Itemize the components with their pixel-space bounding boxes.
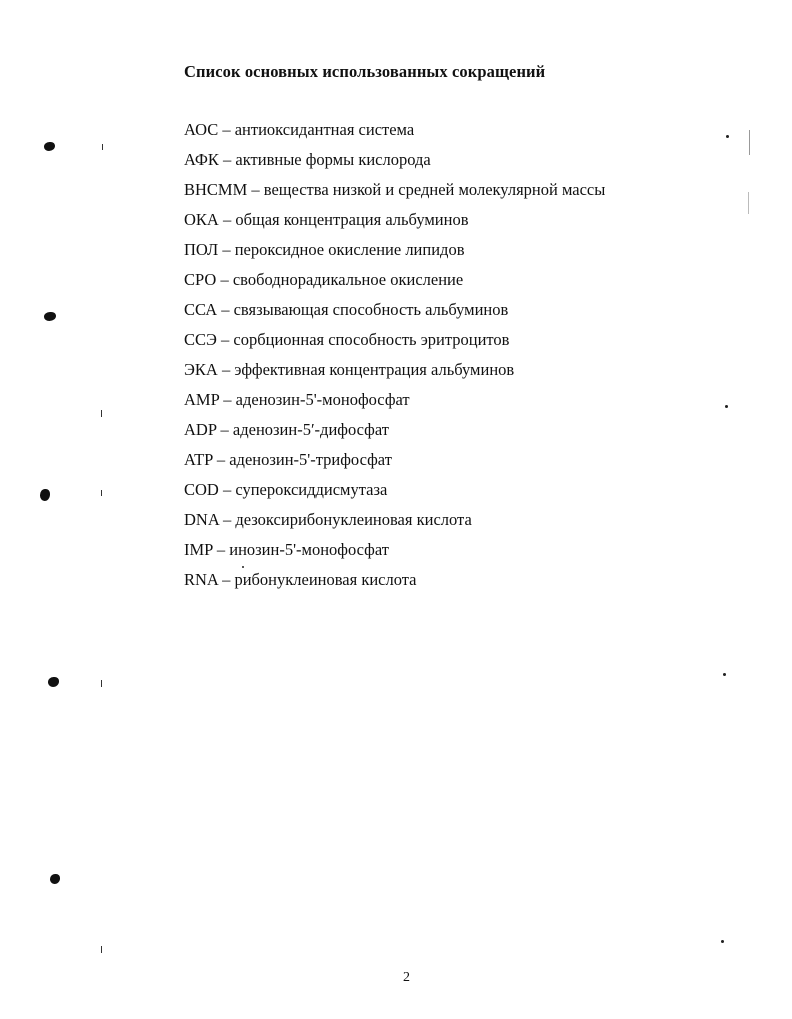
abbreviation-definition: дезоксирибонуклеиновая кислота xyxy=(235,510,472,529)
list-item xyxy=(184,390,605,420)
binder-hole-mark xyxy=(48,677,59,687)
abbreviation-term: ВНСММ xyxy=(184,180,248,199)
scan-artifact xyxy=(749,130,750,155)
separator: – xyxy=(218,480,236,499)
separator: – xyxy=(218,510,236,529)
list-item xyxy=(184,150,605,180)
list-item xyxy=(184,420,605,450)
list-item xyxy=(184,210,605,240)
list-item xyxy=(184,570,605,600)
list-item xyxy=(184,270,605,300)
list-item xyxy=(184,510,605,540)
abbreviation-definition: свободнорадикальное окисление xyxy=(232,270,464,289)
abbreviation-term: RNA xyxy=(184,570,218,589)
abbreviation-definition: активные формы кислорода xyxy=(235,150,431,169)
abbreviation-term: ADP xyxy=(184,420,217,439)
abbreviation-definition: пероксидное окисление липидов xyxy=(234,240,465,259)
list-item xyxy=(184,330,605,360)
page-number: 2 xyxy=(403,970,410,985)
binder-hole-mark xyxy=(40,489,50,501)
scan-artifact xyxy=(748,192,749,214)
abbreviation-term: ATP xyxy=(184,450,213,469)
list-item xyxy=(184,120,605,150)
separator: – xyxy=(218,150,236,169)
separator: – xyxy=(218,240,235,259)
list-item xyxy=(184,480,605,510)
abbreviation-term: AMP xyxy=(184,390,220,409)
abbreviation-definition: связывающая способность альбуминов xyxy=(233,300,509,319)
list-item xyxy=(184,300,605,330)
abbreviation-definition: инозин-5'-монофосфат xyxy=(229,540,389,559)
abbreviation-definition: антиоксидантная система xyxy=(234,120,415,139)
abbreviation-term: ССА xyxy=(184,300,218,319)
binder-hole-mark xyxy=(44,142,55,151)
separator: – xyxy=(218,210,236,229)
separator: – xyxy=(212,450,230,469)
abbreviation-term: СРО xyxy=(184,270,217,289)
abbreviation-definition: аденозин-5′-дифосфат xyxy=(232,420,389,439)
abbreviation-term: ЭКА xyxy=(184,360,218,379)
abbreviation-definition: аденозин-5'-трифосфат xyxy=(229,450,392,469)
list-item xyxy=(184,540,605,570)
abbreviation-definition: аденозин-5'-монофосфат xyxy=(235,390,410,409)
scan-artifact xyxy=(723,673,726,676)
scan-artifact xyxy=(725,405,728,408)
list-item xyxy=(184,450,605,480)
abbreviation-term: COD xyxy=(184,480,219,499)
binder-hole-mark xyxy=(50,874,60,884)
abbreviation-definition: общая концентрация альбуминов xyxy=(235,210,469,229)
abbreviation-definition: рибонуклеиновая кислота xyxy=(234,570,417,589)
abbreviation-term: DNA xyxy=(184,510,219,529)
binder-hole-mark xyxy=(44,312,56,321)
separator: – xyxy=(216,330,234,349)
scan-artifact xyxy=(101,680,102,687)
scan-artifact xyxy=(726,135,729,138)
abbreviation-term: АОС xyxy=(184,120,219,139)
separator: – xyxy=(216,270,233,289)
abbreviation-list xyxy=(184,120,605,600)
scan-artifact xyxy=(102,144,103,150)
scan-artifact xyxy=(721,940,724,943)
abbreviation-term: IMP xyxy=(184,540,213,559)
scan-artifact xyxy=(101,490,102,496)
page-title: Список основных использованных сокращений xyxy=(184,62,546,81)
list-item xyxy=(184,360,605,390)
separator: – xyxy=(212,540,230,559)
separator: – xyxy=(219,390,236,409)
abbreviation-term: АФК xyxy=(184,150,219,169)
abbreviation-definition: вещества низкой и средней молекулярной массы xyxy=(263,180,606,199)
separator: – xyxy=(217,300,234,319)
separator: – xyxy=(247,180,264,199)
scan-artifact xyxy=(242,566,244,568)
separator: – xyxy=(216,420,233,439)
separator: – xyxy=(218,120,235,139)
abbreviation-term: ПОЛ xyxy=(184,240,219,259)
abbreviation-definition: супероксиддисмутаза xyxy=(235,480,388,499)
abbreviation-term: ССЭ xyxy=(184,330,217,349)
abbreviation-term: ОКА xyxy=(184,210,219,229)
separator: – xyxy=(217,360,235,379)
abbreviation-definition: эффективная концентрация альбуминов xyxy=(234,360,515,379)
scan-artifact xyxy=(101,946,102,953)
scan-artifact xyxy=(101,410,102,417)
list-item xyxy=(184,240,605,270)
separator: – xyxy=(217,570,235,589)
list-item xyxy=(184,180,605,210)
abbreviation-definition: сорбционная способность эритроцитов xyxy=(233,330,510,349)
